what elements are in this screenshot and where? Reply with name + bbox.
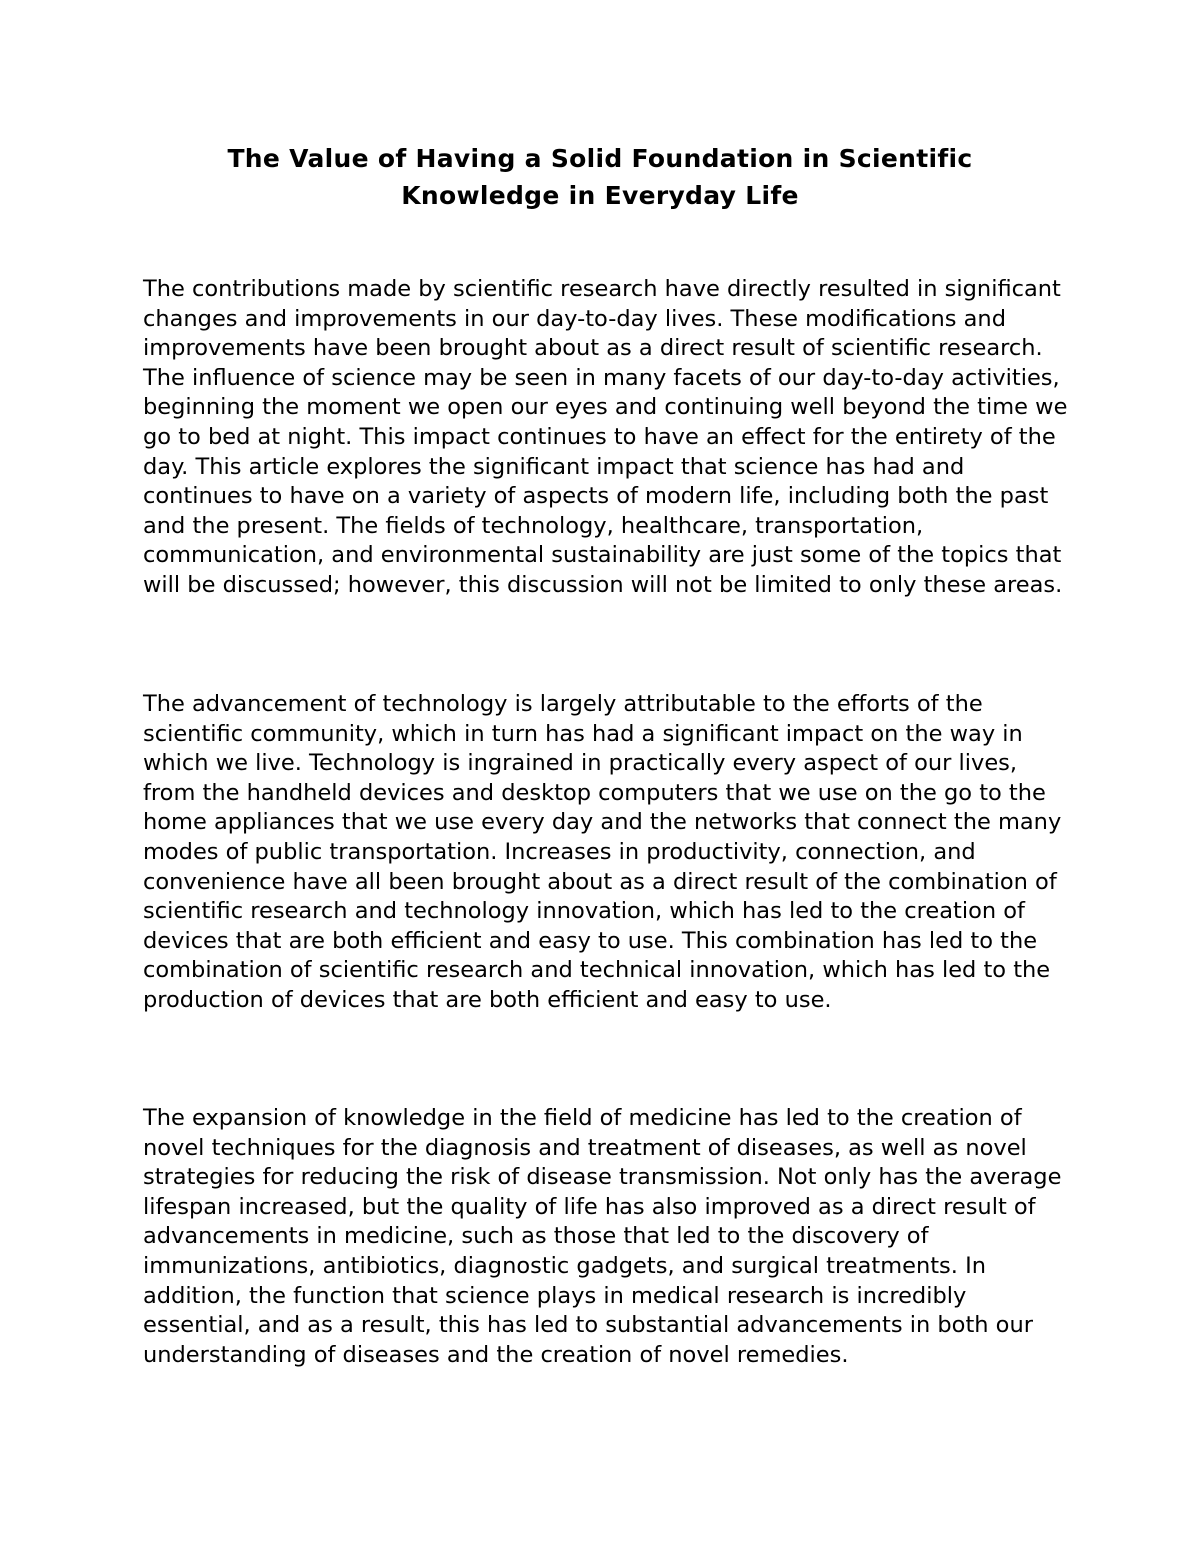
title-line-2: Knowledge in Everyday Life bbox=[401, 181, 799, 210]
document-title bbox=[130, 140, 1070, 214]
paragraph-technology: The advancement of technology is largely attributable to the efforts of the scientific community, which in turn has had a significant impact on the way in which we live. Technology is ingrained in practically every aspect of our lives, from the handheld devices and desktop computers that we use on the go to the home appliances that we use every day and the networks that connect the many modes of public transportation. Increases in productivity, connection, and convenience have all been brought about as a direct result of the combination of scientific research and technology innovation, which has led to the creation of devices that are both efficient and easy to use. This combination has led to the combination of scientific research and technical innovation, which has led to the production of devices that are both efficient and easy to use. bbox=[143, 691, 1062, 1013]
paragraph-medicine: The expansion of knowledge in the field of medicine has led to the creation of novel techniques for the diagnosis and treatment of diseases, as well as novel strategies for reducing the risk of disease transmission. Not only has the average lifespan increased, but the quality of life has also improved as a direct result of advancements in medicine, such as those that led to the discovery of immunizations, antibiotics, diagnostic gadgets, and surgical treatments. In addition, the function that science plays in medical research is incredibly essential, and as a result, this has led to substantial advancements in both our understanding of diseases and the creation of novel remedies. bbox=[143, 1105, 1062, 1368]
paragraph-introduction: The contributions made by scientific research have directly resulted in significant changes and improvements in our day-to-day lives. These modifications and improvements have been brought about as a direct result of scientific research. The influence of science may be seen in many facets of our day-to-day activities, beginning the moment we open our eyes and continuing well beyond the time we go to bed at night. This impact continues to have an effect for the entirety of the day. This article explores the significant impact that science has had and continues to have on a variety of aspects of modern life, including both the past and the present. The fields of technology, healthcare, transportation, communication, and environmental sustainability are just some of the topics that will be discussed; however, this discussion will not be limited to only these areas. bbox=[143, 276, 1068, 598]
title-line-1: The Value of Having a Solid Foundation in Scientific bbox=[227, 144, 973, 173]
